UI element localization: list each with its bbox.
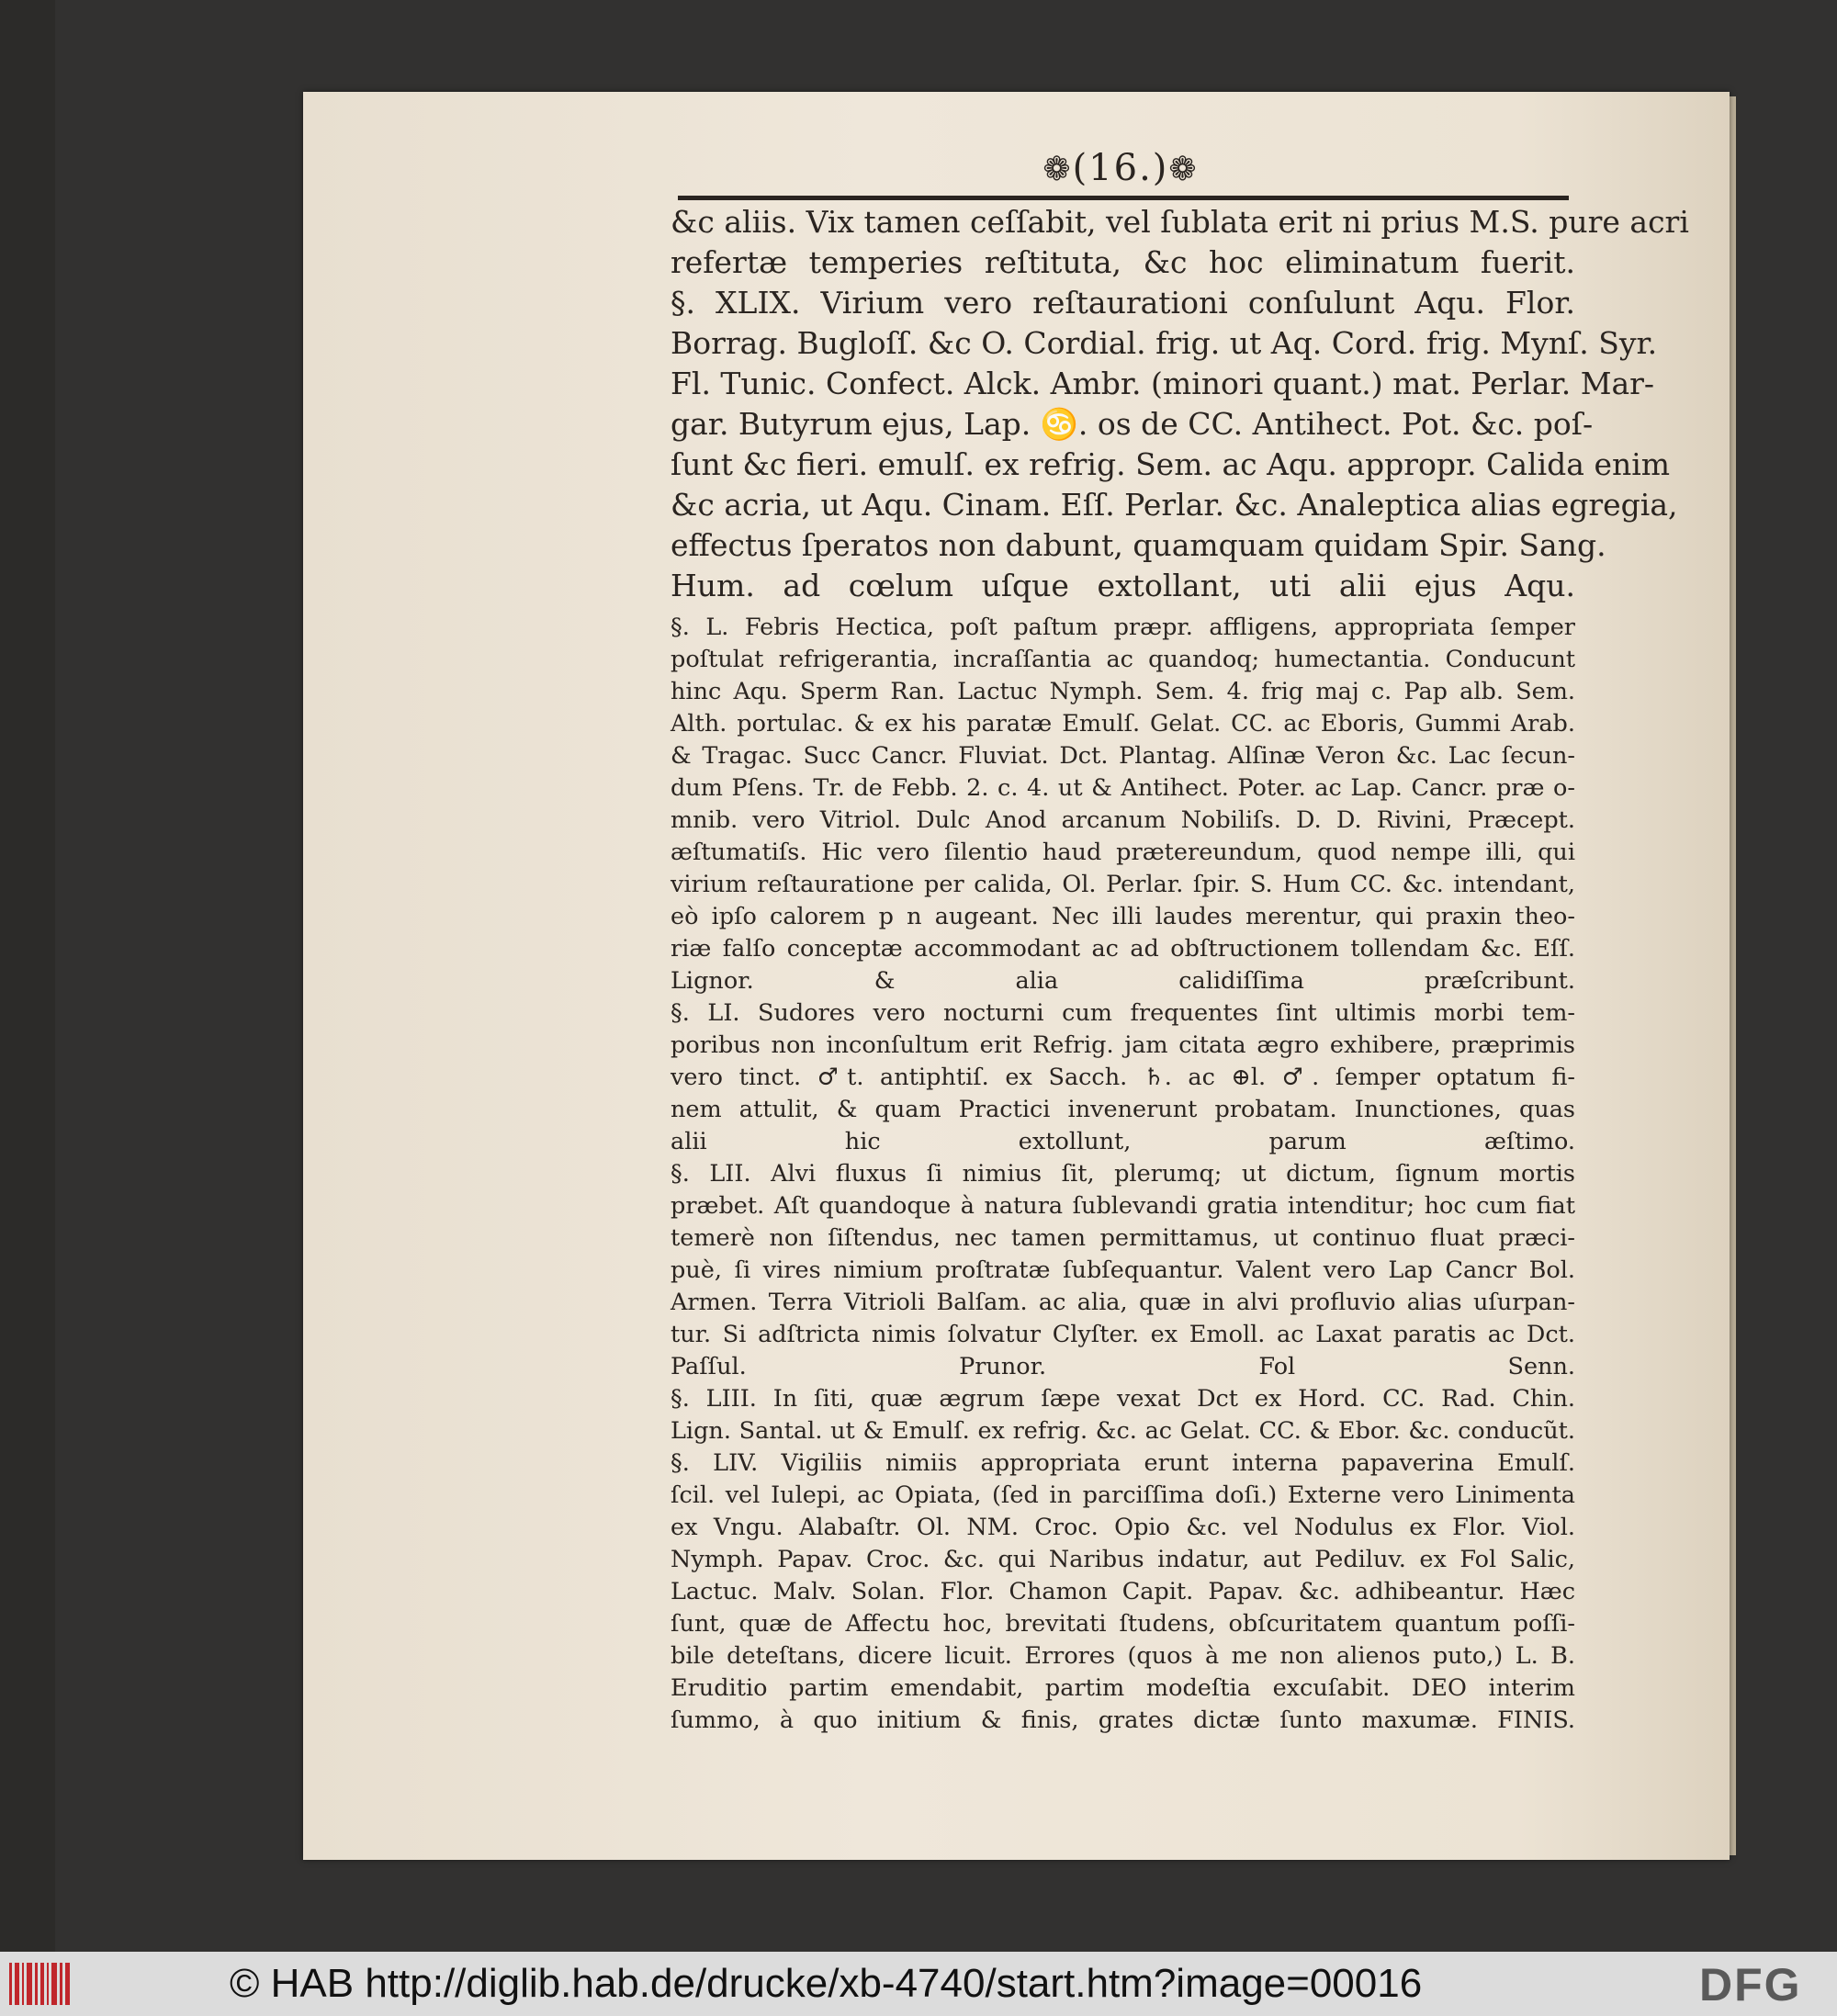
text-line: Alth. portulac. & ex his paratæ Emulſ. Gelat. CC. ac Eboris, Gummi Arab.: [671, 710, 1575, 738]
text-line: tur. Si adſtricta nimis ſolvatur Clyſter. ex Emoll. ac Laxat paratis ac Dct.: [671, 1321, 1575, 1348]
text-line: &c acria, ut Aqu. Cinam. Eſſ. Perlar. &c. Analeptica alias egregia,: [671, 487, 1678, 523]
text-line: puè, ſi vires nimium proſtratæ ſubſequantur. Valent vero Lap Cancr Bol.: [671, 1256, 1575, 1284]
text-line: poribus non inconſultum erit Refrig. jam citata ægro exhibere, præprimis: [671, 1031, 1575, 1059]
copyright-url: © HAB http://diglib.hab.de/drucke/xb-4740/start.htm?image=00016: [230, 1961, 1423, 2006]
ornament-right-icon: ❁: [1168, 151, 1199, 188]
text-line: dum Pſens. Tr. de Febb. 2. c. 4. ut & Antihect. Poter. ac Lap. Cancr. præ o-: [671, 774, 1575, 802]
text-line: alii hic extollunt, parum æſtimo.: [671, 1128, 1575, 1155]
text-line: Paſſul. Prunor. Fol Senn.: [671, 1353, 1575, 1380]
hab-barcode-logo: [9, 1963, 75, 2005]
text-line: Fl. Tunic. Confect. Alck. Ambr. (minori quant.) mat. Perlar. Mar-: [671, 366, 1655, 401]
text-line: Lign. Santal. ut & Emulſ. ex refrig. &c. ac Gelat. CC. & Ebor. &c. conducũt.: [671, 1417, 1575, 1445]
text-line: poſtulat refrigerantia, incraſſantia ac quandoq; humectantia. Conducunt: [671, 646, 1575, 673]
text-line: §. LI. Sudores vero nocturni cum frequentes ſint ultimis morbi tem-: [671, 999, 1575, 1027]
large-type-block: [671, 202, 1689, 606]
text-line: virium reſtauratione per calida, Ol. Perlar. ſpir. S. Hum CC. &c. intendant,: [671, 871, 1575, 898]
text-line: bile deteſtans, dicere licuit. Errores (quos à me non alienos puto,) L. B.: [671, 1642, 1575, 1670]
text-line: mnib. vero Vitriol. Dulc Anod arcanum Nobiliſs. D. D. Rivini, Præcept.: [671, 806, 1575, 834]
page-number: (16.): [1072, 147, 1169, 189]
text-line: &c aliis. Vix tamen ceſſabit, vel ſublata erit ni prius M.S. pure acri: [671, 204, 1689, 240]
text-line: eò ipſo calorem p n augeant. Nec illi laudes merentur, qui praxin theo-: [671, 903, 1575, 930]
text-line: gar. Butyrum ejus, Lap. ♋. os de CC. Antihect. Pot. &c. poſ-: [671, 406, 1594, 442]
text-line: Borrag. Bugloſſ. &c O. Cordial. frig. ut Aq. Cord. frig. Mynſ. Syr.: [671, 325, 1658, 361]
text-line: & Tragac. Succ Cancr. Fluviat. Dct. Plantag. Alſinæ Veron &c. Lac ſecun-: [671, 742, 1575, 770]
text-line: Armen. Terra Vitrioli Balſam. ac alia, quæ in alvi profluvio alias uſurpan-: [671, 1289, 1575, 1316]
text-line: temerè non ſiſtendus, nec tamen permittamus, ut continuo fluat præci-: [671, 1224, 1575, 1252]
text-line: §. LIV. Vigiliis nimiis appropriata erunt interna papaverina Emulſ.: [671, 1449, 1575, 1477]
text-line: ſunt, quæ de Affectu hoc, brevitati ſtudens, obſcuritatem quantum poſſi-: [671, 1610, 1575, 1638]
text-line: effectus ſperatos non dabunt, quamquam quidam Spir. Sang.: [671, 527, 1606, 563]
text-line: §. XLIX. Virium vero reſtaurationi conſulunt Aqu. Flor.: [671, 285, 1575, 321]
text-line: §. L. Febris Hectica, poſt paſtum præpr. affligens, appropriata ſemper: [671, 614, 1575, 641]
text-line: præbet. Aſt quandoque à natura ſublevandi gratia intenditur; hoc cum fiat: [671, 1192, 1575, 1220]
text-line: hinc Aqu. Sperm Ran. Lactuc Nymph. Sem. 4. frig maj c. Pap alb. Sem.: [671, 678, 1575, 705]
text-line: ſcil. vel Iulepi, ac Opiata, (ſed in parciſſima doſi.) Externe vero Linimenta: [671, 1481, 1575, 1509]
text-line: §. LIII. In ſiti, quæ ægrum ſæpe vexat Dct ex Hord. CC. Rad. Chin.: [671, 1385, 1575, 1413]
text-line: vero tinct. ♂t. antiphtiſ. ex Sacch. ♄. ac ⊕l. ♂. ſemper optatum fi-: [671, 1064, 1575, 1091]
text-line: ex Vngu. Alabaſtr. Ol. NM. Croc. Opio &c. vel Nodulus ex Flor. Viol.: [671, 1514, 1575, 1541]
text-line: Eruditio partim emendabit, partim modeſtia excuſabit. DEO interim: [671, 1674, 1575, 1702]
text-line: nem attulit, & quam Practici invenerunt probatam. Inunctiones, quas: [671, 1096, 1575, 1123]
dfg-logo: DFG: [1699, 1959, 1802, 2010]
text-line: Nymph. Papav. Croc. &c. qui Naribus indatur, aut Pediluv. ex Fol Salic,: [671, 1546, 1575, 1573]
small-type-block: [671, 612, 1575, 1737]
text-line: æſtumatiſs. Hic vero ſilentio haud prætereundum, quod nempe illi, qui: [671, 839, 1575, 866]
text-line: Lactuc. Malv. Solan. Flor. Chamon Capit. Papav. &c. adhibeantur. Hæc: [671, 1578, 1575, 1605]
text-line: Lignor. & alia calidiſſima præſcribunt.: [671, 967, 1575, 995]
text-line: riæ falſo conceptæ accommodant ac ad obſtructionem tollendam &c. Eſſ.: [671, 935, 1575, 963]
header-rule: [678, 196, 1569, 200]
text-line: §. LII. Alvi fluxus ſi nimius ſit, plerumq; ut dictum, ſignum mortis: [671, 1160, 1575, 1188]
text-line: Hum. ad cœlum uſque extollant, uti alii ejus Aqu.: [671, 568, 1575, 603]
page-text: [671, 202, 1689, 1737]
text-line: ſunt &c fieri. emulſ. ex refrig. Sem. ac Aqu. appropr. Calida enim: [671, 446, 1671, 482]
text-line: refertæ temperies reſtituta, &c hoc eliminatum fuerit.: [671, 244, 1575, 280]
footer-bar: [0, 1952, 1837, 2016]
page-header: [1024, 147, 1217, 191]
text-line: ſummo, à quo initium & finis, grates dictæ ſunto maxumæ. FINIS.: [671, 1706, 1575, 1734]
ornament-left-icon: ❁: [1042, 151, 1073, 188]
